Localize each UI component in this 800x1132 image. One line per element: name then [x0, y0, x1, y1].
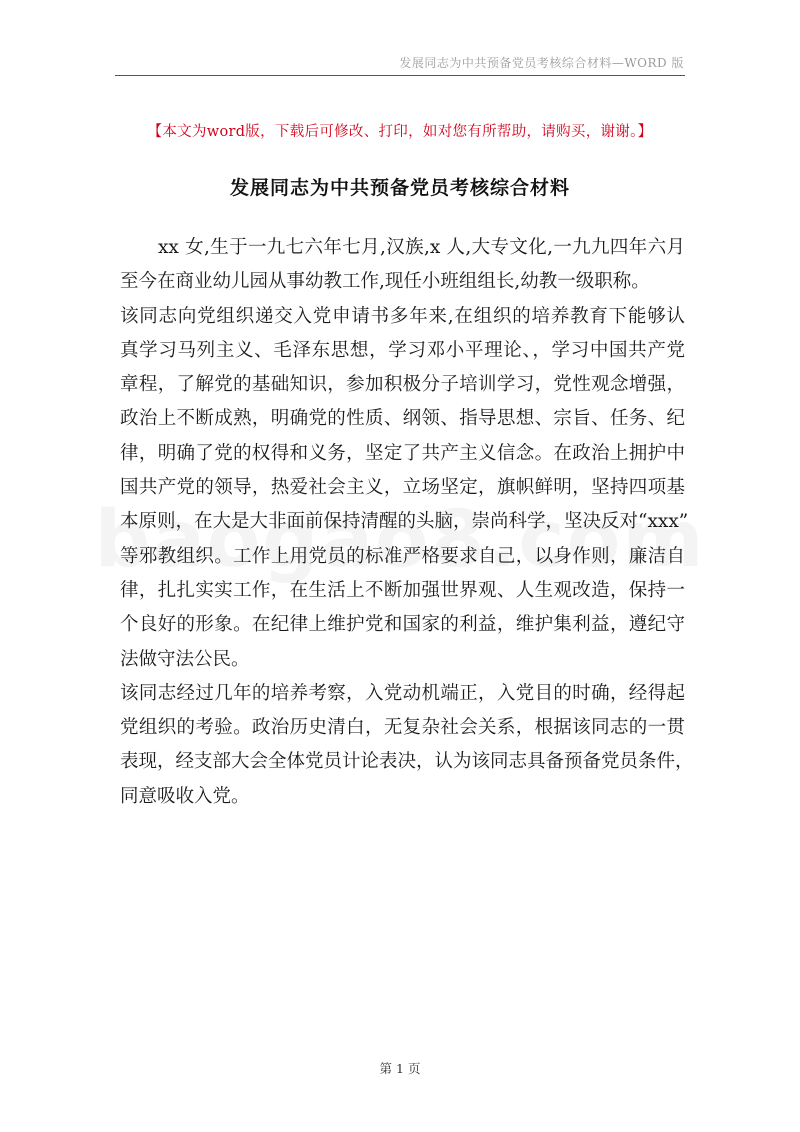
paragraph-line: 政治上不断成熟，明确党的性质、纲领、指导思想、宗旨、任务、纪 — [120, 408, 685, 430]
paragraph-line: 律，明确了党的权得和义务，坚定了共产主义信念。在政治上拥护中 — [120, 442, 685, 464]
paragraph-line: 法做守法公民。 — [120, 648, 250, 670]
document-body — [120, 231, 694, 814]
paragraph-line: 国共产党的领导，热爱社会主义，立场坚定，旗帜鲜明，坚持四项基 — [120, 477, 685, 499]
paragraph-line: 本原则，在大是大非面前保持清醒的头脑，崇尚科学，坚决反对“xxx” — [120, 511, 689, 533]
paragraph-line: 该同志向党组织递交入党申请书多年来,在组织的培养教育下能够认 — [120, 305, 685, 327]
paragraph-line: 等邪教组织。工作上用党员的标准严格要求自己，以身作则，廉洁自 — [120, 545, 685, 567]
paragraph-line: 表现，经支部大会全体党员计论表决，认为该同志具备预备党员条件， — [120, 751, 694, 773]
paragraph-line: 同意吸收入党。 — [120, 785, 250, 807]
paragraph-line: 真学习马列主义、毛泽东思想，学习邓小平理论、，学习中国共产党 — [120, 339, 685, 361]
running-header: 发展同志为中共预备党员考核综合材料—WORD 版 — [399, 56, 684, 70]
paragraph-line: 章程，了解党的基础知识，参加积极分子培训学习，党性观念增强， — [120, 374, 685, 396]
paragraph-line: 律，扎扎实实工作，在生活上不断加强世界观、人生观改造，保持一 — [120, 579, 685, 601]
paragraph-line: xx 女,生于一九七六年七月,汉族,x 人,大专文化,一九九四年六月 — [158, 237, 685, 258]
paragraph-line: 该同志经过几年的培养考察，入党动机端正，入党目的时确，经得起 — [120, 682, 685, 704]
purchase-notice: 【本文为word版，下载后可修改、打印，如对您有所帮助，请购买，谢谢。】 — [147, 124, 653, 140]
page-title: 发展同志为中共预备党员考核综合材料 — [229, 177, 570, 199]
paragraph-line: 至今在商业幼儿园从事幼教工作,现任小班组组长,幼教一级职称。 — [120, 271, 650, 293]
header-divider — [115, 75, 685, 76]
page-number: 第 1 页 — [379, 1061, 421, 1076]
paragraph-line: 个良好的形象。在纪律上维护党和国家的利益，维护集利益，遵纪守 — [120, 614, 685, 636]
paragraph-line: 党组织的考验。政治历史清白，无复杂社会关系，根据该同志的一贯 — [120, 717, 685, 739]
